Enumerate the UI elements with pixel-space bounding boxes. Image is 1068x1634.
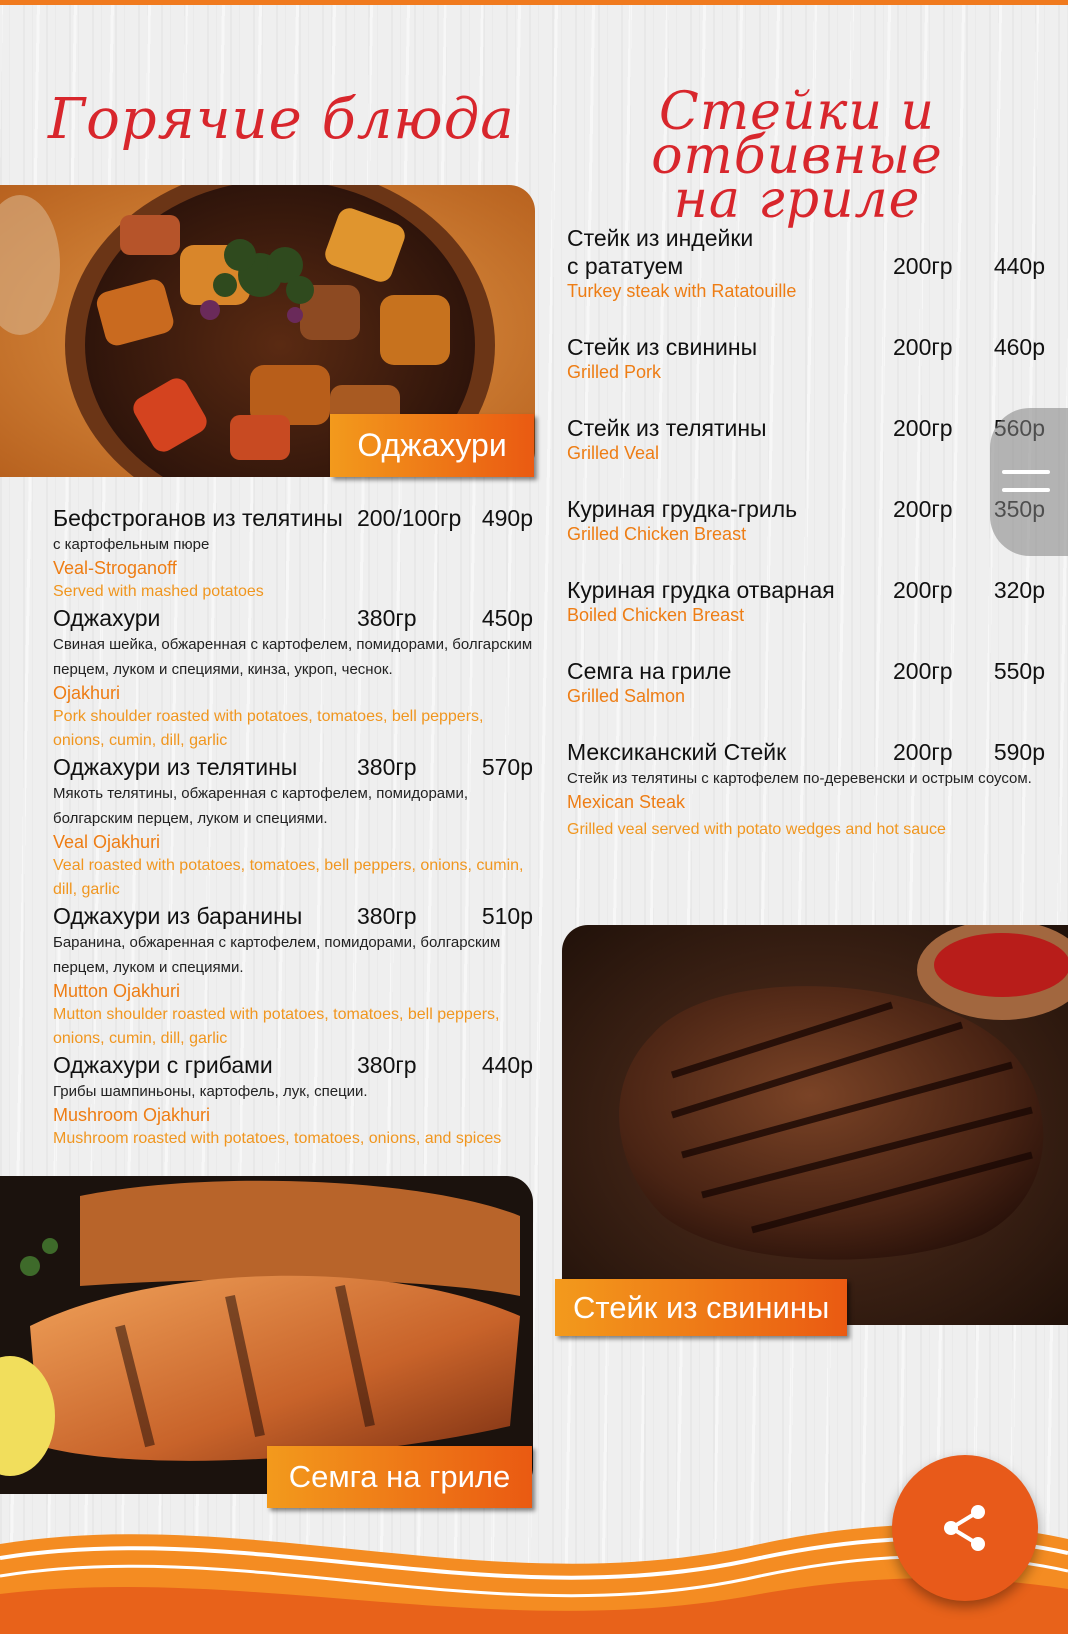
menu-item (567, 657, 1045, 708)
dish-weight: 200гр (893, 577, 953, 603)
dish-name: Семга на гриле (567, 658, 732, 684)
dish-price: 440р (993, 253, 1045, 279)
dish-name-en: Mexican Steak (567, 792, 686, 812)
dish-weight: 200гр (893, 739, 953, 765)
dish-price: 440р (481, 1052, 533, 1078)
dish-name: Мексиканский Стейк (567, 739, 787, 765)
pork-steak-photo-label: Стейк из свинины (555, 1279, 847, 1336)
dish-name-en: Grilled Veal (567, 443, 660, 463)
dish-weight: 200гр (893, 496, 953, 522)
dish-price: 490р (481, 505, 533, 531)
menu-item (567, 414, 1045, 465)
dish-name-en: Boiled Chicken Breast (567, 605, 745, 625)
menu-item (567, 576, 1045, 627)
dish-weight: 380гр (357, 605, 417, 631)
dish-name: Оджахури (53, 605, 161, 631)
menu-item (567, 224, 1045, 303)
dish-name-en: Grilled Chicken Breast (567, 524, 747, 544)
side-drawer-handle[interactable] (990, 408, 1068, 556)
menu-item (53, 753, 533, 902)
dish-description-en: Pork shoulder roasted with potatoes, tomatoes, bell peppers, onions, cumin, dill, garlic (53, 708, 484, 749)
dish-weight: 380гр (357, 754, 417, 780)
dish-weight: 200гр (893, 334, 953, 360)
dish-weight: 380гр (357, 1052, 417, 1078)
dish-description-en: Served with mashed potatoes (53, 583, 264, 600)
dish-name: Куриная грудка отварная (567, 577, 835, 603)
dish-price: 460р (993, 334, 1045, 360)
dish-name: с рататуем (567, 253, 684, 279)
dish-price: 570р (481, 754, 533, 780)
menu-item (567, 333, 1045, 384)
dish-name-en: Mushroom Ojakhuri (53, 1105, 211, 1125)
dish-description: с картофельным пюре (53, 536, 210, 553)
grill-title (552, 82, 1042, 230)
top-accent-line (0, 0, 1068, 5)
dish-name: Стейк из свинины (567, 334, 758, 360)
menu-item (53, 1051, 533, 1151)
dish-name-en: Ojakhuri (53, 683, 121, 703)
dish-name: Бефстроганов из телятины (53, 505, 343, 531)
dish-description: Мякоть телятины, обжаренная с картофелем, помидорами, болгарским перцем, луком и специями. (53, 785, 468, 827)
menu-item (567, 495, 1045, 546)
dish-name: Оджахури с грибами (53, 1052, 273, 1078)
salmon-photo-label: Семга на гриле (267, 1446, 532, 1508)
dish-name-en: Veal-Stroganoff (53, 558, 177, 578)
share-icon (939, 1502, 991, 1554)
drag-handle-icon (1002, 488, 1050, 492)
menu-item (53, 902, 533, 1051)
dish-price: 450р (481, 605, 533, 631)
drag-handle-icon (1002, 470, 1050, 474)
dish-name: Оджахури из баранины (53, 903, 303, 929)
dish-description-en: Grilled veal served with potato wedges and hot sauce (567, 821, 946, 838)
grill-title-line2: на гриле (673, 170, 921, 230)
dish-description-en: Mutton shoulder roasted with potatoes, tomatoes, bell peppers, onions, cumin, dill, garlic (53, 1006, 500, 1047)
dish-description: Грибы шампиньоны, картофель, лук, специи. (53, 1083, 368, 1100)
menu-item (53, 604, 533, 753)
dish-weight: 200гр (893, 415, 953, 441)
grill-title-line1: Стейки и отбивные (651, 82, 943, 186)
dish-weight: 200гр (893, 658, 953, 684)
dish-name-en: Grilled Pork (567, 362, 662, 382)
share-button[interactable] (892, 1455, 1038, 1601)
hot-dishes-list (53, 504, 533, 1151)
dish-name-line1: Стейк из индейки (567, 225, 754, 251)
dish-description: Стейк из телятины с картофелем по-деревенски и острым соусом. (567, 770, 1032, 787)
dish-name-en: Veal Ojakhuri (53, 832, 161, 852)
menu-item (567, 738, 1045, 842)
ojakhuri-photo-label: Оджахури (330, 414, 534, 477)
dish-price: 510р (481, 903, 533, 929)
dish-name: Стейк из телятины (567, 415, 767, 441)
dish-description-en: Mushroom roasted with potatoes, tomatoes, onions, and spices (53, 1130, 502, 1147)
dish-name-en: Mutton Ojakhuri (53, 981, 181, 1001)
dish-description: Свиная шейка, обжаренная с картофелем, помидорами, болгарским перцем, луком и специями, кинза, укроп, чеснок. (53, 636, 533, 678)
grill-dishes-list (567, 224, 1045, 872)
dish-price: 590р (993, 739, 1045, 765)
pork-steak-photo (562, 925, 1068, 1325)
dish-name: Оджахури из телятины (53, 754, 298, 780)
dish-name-en: Grilled Salmon (567, 686, 686, 706)
menu-item (53, 504, 533, 604)
dish-description: Баранина, обжаренная с картофелем, помидорами, болгарским перцем, луком и специями. (53, 934, 501, 976)
dish-weight: 380гр (357, 903, 417, 929)
hot-dishes-title: Горячие блюда (48, 87, 515, 152)
dish-weight: 200/100гр (357, 505, 462, 531)
dish-name-en: Turkey steak with Ratatouille (567, 281, 797, 301)
dish-name: Куриная грудка-гриль (567, 496, 798, 522)
dish-price: 320р (993, 577, 1045, 603)
dish-price: 550р (993, 658, 1045, 684)
dish-description-en: Veal roasted with potatoes, tomatoes, bell peppers, onions, cumin, dill, garlic (53, 857, 524, 898)
dish-weight: 200гр (893, 253, 953, 279)
